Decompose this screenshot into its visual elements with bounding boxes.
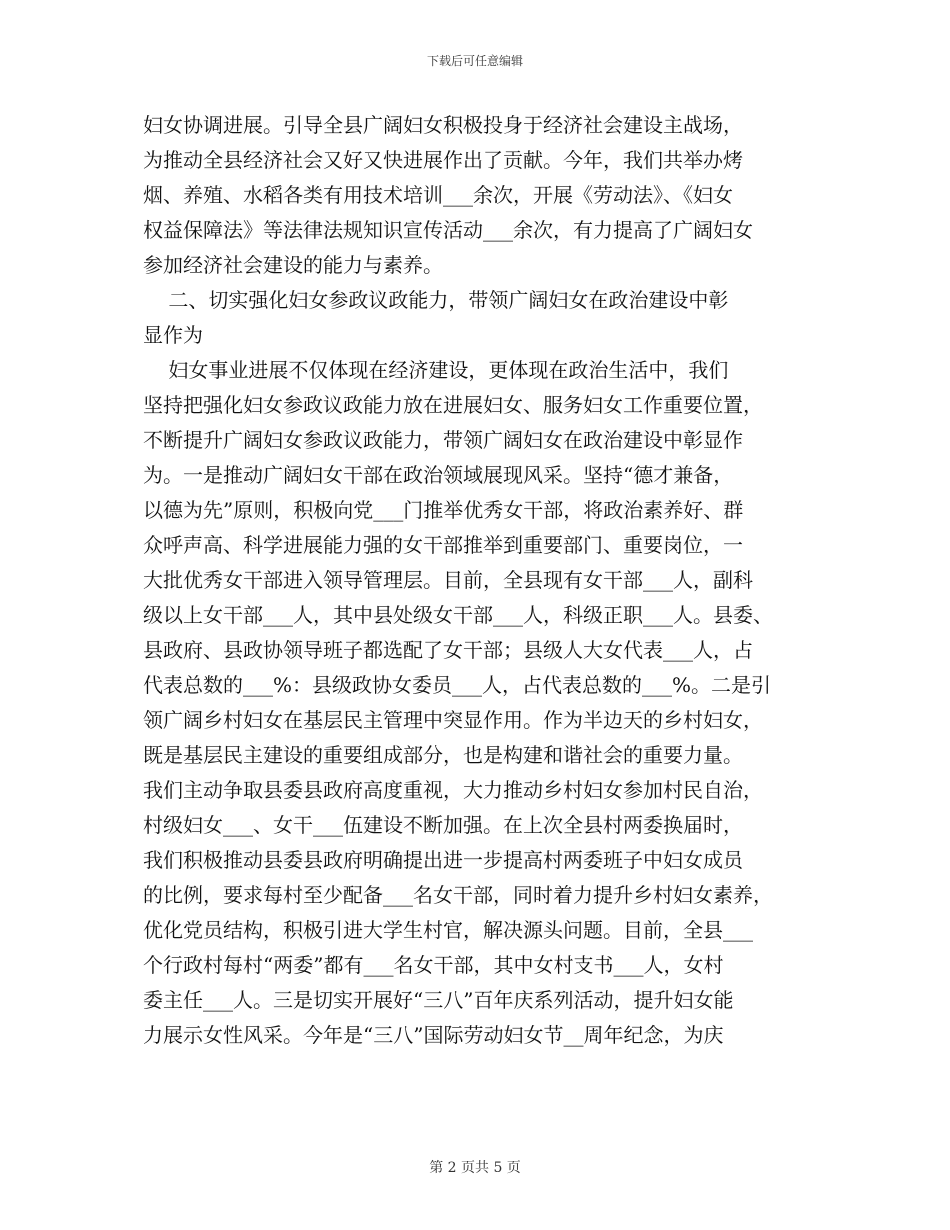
text-line: 县政府、县政协领导班子都选配了女干部；县级人大女代表___人，占 [143,638,753,662]
text-line: 领广阔乡村妇女在基层民主管理中突显作用。作为半边天的乡村妇女， [143,708,763,732]
text-line: 为。一是推动广阔妇女干部在政治领域展现风采。坚持“德才兼备， [143,463,734,487]
page-header: 下载后可任意编辑 [426,54,523,68]
text-line: 坚持把强化妇女参政议政能力放在进展妇女、服务妇女工作重要位置， [143,393,763,417]
text-line: 代表总数的___%：县级政协女委员___人，占代表总数的___%。二是引 [143,673,772,697]
text-line: 既是基层民主建设的重要组成部分，也是构建和谐社会的重要力量。 [143,743,743,767]
text-line: 二、切实强化妇女参政议政能力，带领广阔妇女在政治建设中彰 [143,288,729,312]
text-line: 的比例，要求每村至少配备___名女干部，同时着力提升乡村妇女素养， [143,883,773,907]
text-line: 众呼声高、科学进展能力强的女干部推举到重要部门、重要岗位，一 [143,533,743,557]
text-line: 级以上女干部___人，其中县处级女干部___人，科级正职___人。县委、 [143,603,773,627]
text-line: 个行政村每村“两委”都有___名女干部，其中女村支书___人，女村 [143,953,724,977]
page-footer: 第 2 页共 5 页 [429,1160,521,1176]
text-line: 力展示女性风采。今年是“三八”国际劳动妇女节__周年纪念，为庆 [143,1023,724,1047]
text-line: 妇女事业进展不仅体现在经济建设，更体现在政治生活中，我们 [143,358,729,382]
text-line: 村级妇女___、女干___伍建设不断加强。在上次全县村两委换届时， [143,813,743,837]
text-line: 以德为先”原则，积极向党___门推举优秀女干部，将政治素养好、群 [143,498,744,522]
text-line: 为推动全县经济社会又好又快进展作出了贡献。今年，我们共举办烤 [143,148,743,172]
text-line: 烟、养殖、水稻各类有用技术培训___余次，开展《劳动法》、《妇女 [143,183,733,207]
body-text [143,108,807,1053]
text-line: 妇女协调进展。引导全县广阔妇女积极投身于经济社会建设主战场， [143,113,743,137]
text-line: 权益保障法》等法律法规知识宣传活动___余次，有力提高了广阔妇女 [143,218,753,242]
text-line: 委主任___人。三是切实开展好“三八”百年庆系列活动，提升妇女能 [143,988,734,1012]
text-line: 显作为 [143,323,203,347]
text-line: 我们主动争取县委县政府高度重视，大力推动乡村妇女参加村民自治， [143,778,763,802]
text-line: 大批优秀女干部进入领导管理层。目前，全县现有女干部___人，副科 [143,568,753,592]
text-line: 参加经济社会建设的能力与素养。 [143,253,443,277]
text-line: 我们积极推动县委县政府明确提出进一步提高村两委班子中妇女成员 [143,848,743,872]
text-line: 优化党员结构，积极引进大学生村官，解决源头问题。目前，全县___ [143,918,753,942]
text-line: 不断提升广阔妇女参政议政能力，带领广阔妇女在政治建设中彰显作 [143,428,743,452]
